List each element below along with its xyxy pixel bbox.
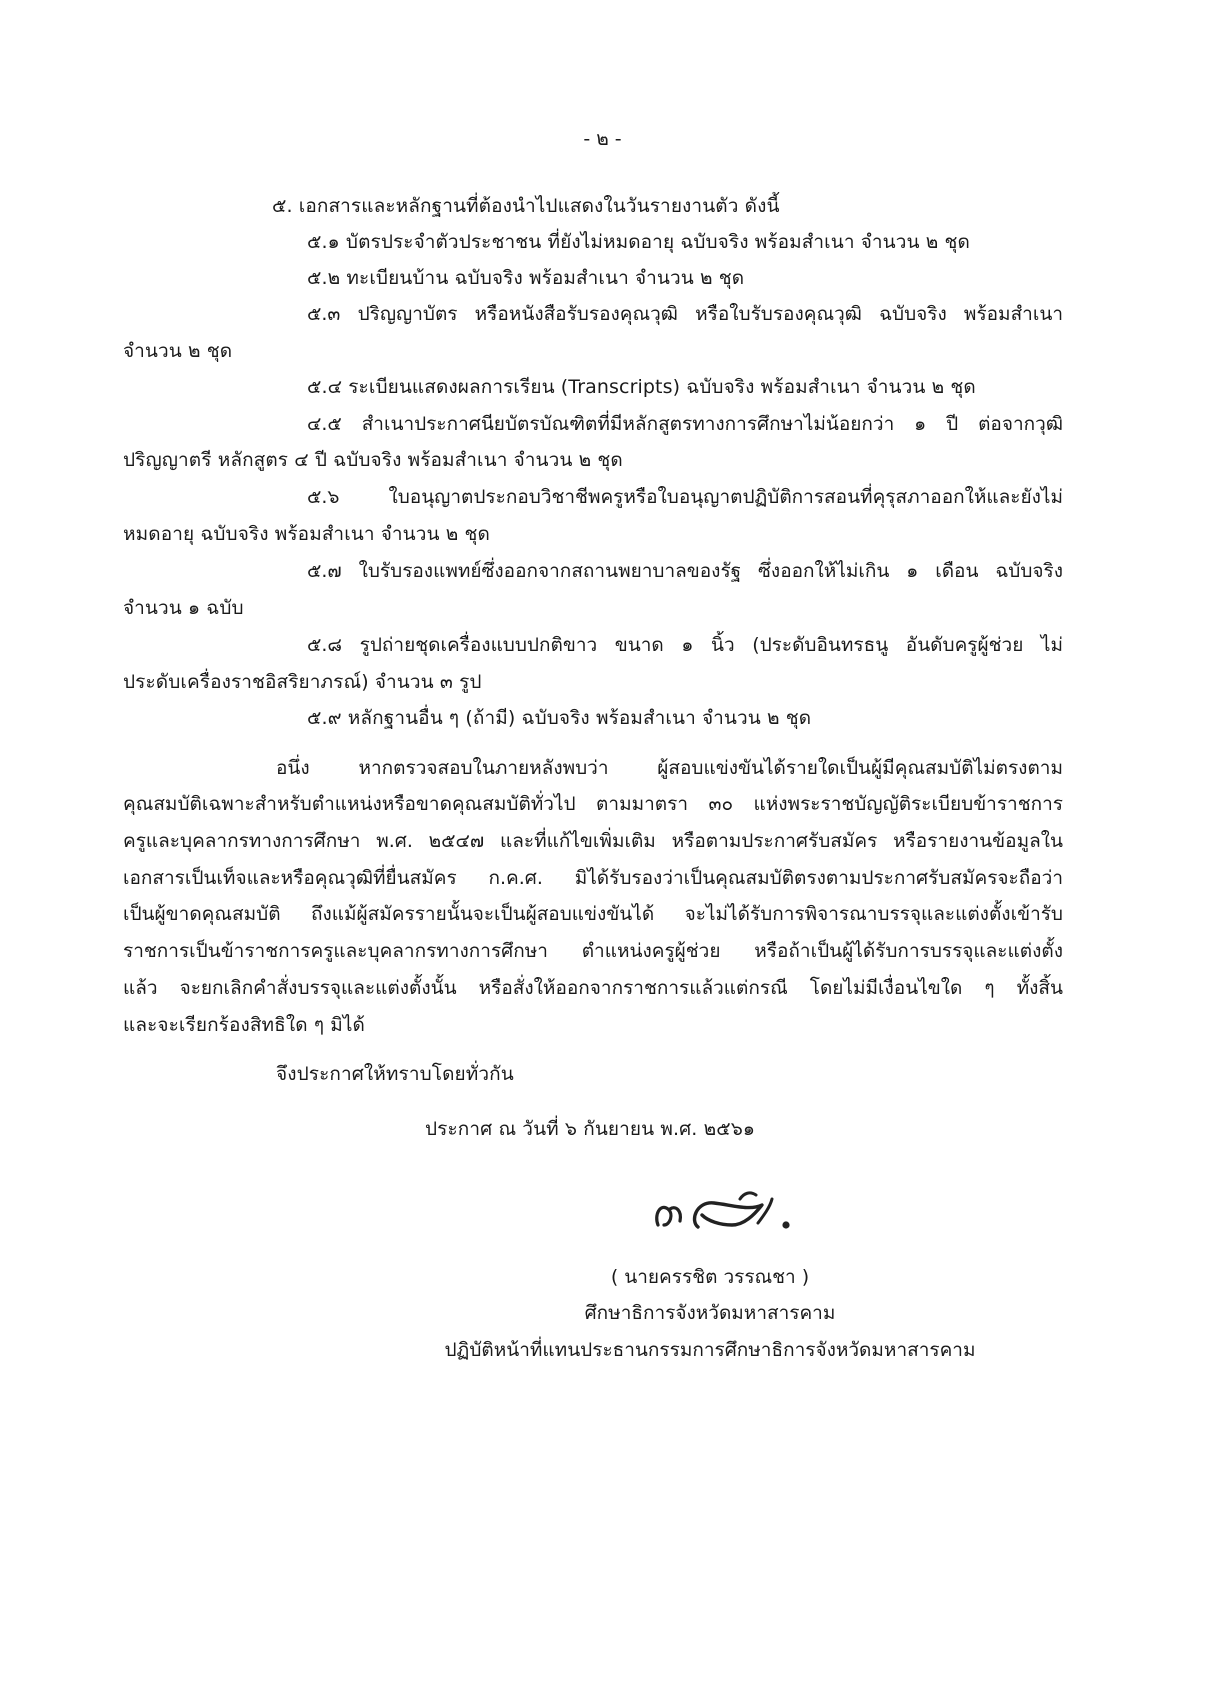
announcement-date: ประกาศ ณ วันที่ ๖ กันยายน พ.ศ. ๒๕๖๑	[425, 1118, 756, 1140]
signatory-acting-title: ปฏิบัติหน้าที่แทนประธานกรรมการศึกษาธิการจังหวัดมหาสารคาม	[444, 1339, 976, 1361]
list-item-continuation: ประดับเครื่องราชอิสริยาภรณ์) จำนวน ๓ รูป	[123, 671, 482, 693]
paragraph-line: ราชการเป็นข้าราชการครูและบุคลากรทางการศึกษา ตำแหน่งครูผู้ช่วย หรือถ้าเป็นผู้ได้รับการบรรจุและแต่งตั้ง	[123, 940, 1063, 962]
list-item: ๔.๕ สำเนาประกาศนียบัตรบัณฑิตที่มีหลักสูตรทางการศึกษาไม่น้อยกว่า ๑ ปี ต่อจากวุฒิ	[307, 413, 1063, 435]
signature-image	[640, 1185, 810, 1245]
signatory-title: ศึกษาธิการจังหวัดมหาสารคาม	[584, 1302, 836, 1324]
list-item: ๕.๓ ปริญญาบัตร หรือหนังสือรับรองคุณวุฒิ หรือใบรับรองคุณวุฒิ ฉบับจริง พร้อมสำเนา	[307, 303, 1063, 325]
page-number: - ๒ -	[583, 128, 622, 150]
list-item: ๕.๒ ทะเบียนบ้าน ฉบับจริง พร้อมสำเนา จำนวน ๒ ชุด	[307, 267, 745, 289]
closing-statement: จึงประกาศให้ทราบโดยทั่วกัน	[276, 1063, 514, 1085]
paragraph-line: และจะเรียกร้องสิทธิใด ๆ มิได้	[123, 1014, 365, 1036]
paragraph-line: เป็นผู้ขาดคุณสมบัติ ถึงแม้ผู้สมัครรายนั้นจะเป็นผู้สอบแข่งขันได้ จะไม่ได้รับการพิจารณาบรรจุและแต่งตั้งเข้ารับ	[123, 903, 1063, 925]
signatory-name: ( นายครรชิต วรรณชา )	[610, 1266, 810, 1288]
paragraph-line: ครูและบุคลากรทางการศึกษา พ.ศ. ๒๕๔๗ และที่แก้ไขเพิ่มเติม หรือตามประกาศรับสมัคร หรือรายงานข้อมูลใน	[123, 830, 1063, 852]
list-item: ๕.๘ รูปถ่ายชุดเครื่องแบบปกติขาว ขนาด ๑ นิ้ว (ประดับอินทรธนู อันดับครูผู้ช่วย ไม่	[307, 634, 1063, 656]
list-item: ๕.๑ บัตรประจำตัวประชาชน ที่ยังไม่หมดอายุ ฉบับจริง พร้อมสำเนา จำนวน ๒ ชุด	[307, 231, 970, 253]
list-item-continuation: หมดอายุ ฉบับจริง พร้อมสำเนา จำนวน ๒ ชุด	[123, 523, 490, 545]
paragraph-line: แล้ว จะยกเลิกคำสั่งบรรจุและแต่งตั้งนั้น หรือสั่งให้ออกจากราชการแล้วแต่กรณี โดยไม่มีเงื่อนไขใด ๆ ทั้งสิ้น	[123, 977, 1063, 999]
list-item: ๕.๔ ระเบียนแสดงผลการเรียน (Transcripts) ฉบับจริง พร้อมสำเนา จำนวน ๒ ชุด	[307, 376, 976, 398]
list-item-continuation: ปริญญาตรี หลักสูตร ๔ ปี ฉบับจริง พร้อมสำเนา จำนวน ๒ ชุด	[123, 449, 623, 471]
list-item-continuation: จำนวน ๑ ฉบับ	[123, 597, 244, 619]
paragraph-line: เอกสารเป็นเท็จและหรือคุณวุฒิที่ยื่นสมัคร ก.ค.ศ. มิได้รับรองว่าเป็นคุณสมบัติตรงตามประกาศรับสมัครจะถือว่า	[123, 867, 1063, 889]
section-heading: ๕. เอกสารและหลักฐานที่ต้องนำไปแสดงในวันรายงานตัว ดังนี้	[272, 195, 780, 217]
list-item: ๕.๙ หลักฐานอื่น ๆ (ถ้ามี) ฉบับจริง พร้อมสำเนา จำนวน ๒ ชุด	[307, 707, 812, 729]
list-item: ๕.๗ ใบรับรองแพทย์ซึ่งออกจากสถานพยาบาลของรัฐ ซึ่งออกให้ไม่เกิน ๑ เดือน ฉบับจริง	[307, 560, 1063, 582]
paragraph-line: อนึ่ง หากตรวจสอบในภายหลังพบว่า ผู้สอบแข่งขันได้รายใดเป็นผู้มีคุณสมบัติไม่ตรงตาม	[276, 757, 1063, 779]
paragraph-line: คุณสมบัติเฉพาะสำหรับตำแหน่งหรือขาดคุณสมบัติทั่วไป ตามมาตรา ๓๐ แห่งพระราชบัญญัติระเบียบข้าราชการ	[123, 793, 1063, 815]
list-item-continuation: จำนวน ๒ ชุด	[123, 340, 233, 362]
list-item: ๕.๖ ใบอนุญาตประกอบวิชาชีพครูหรือใบอนุญาตปฏิบัติการสอนที่คุรุสภาออกให้และยังไม่	[307, 486, 1063, 508]
